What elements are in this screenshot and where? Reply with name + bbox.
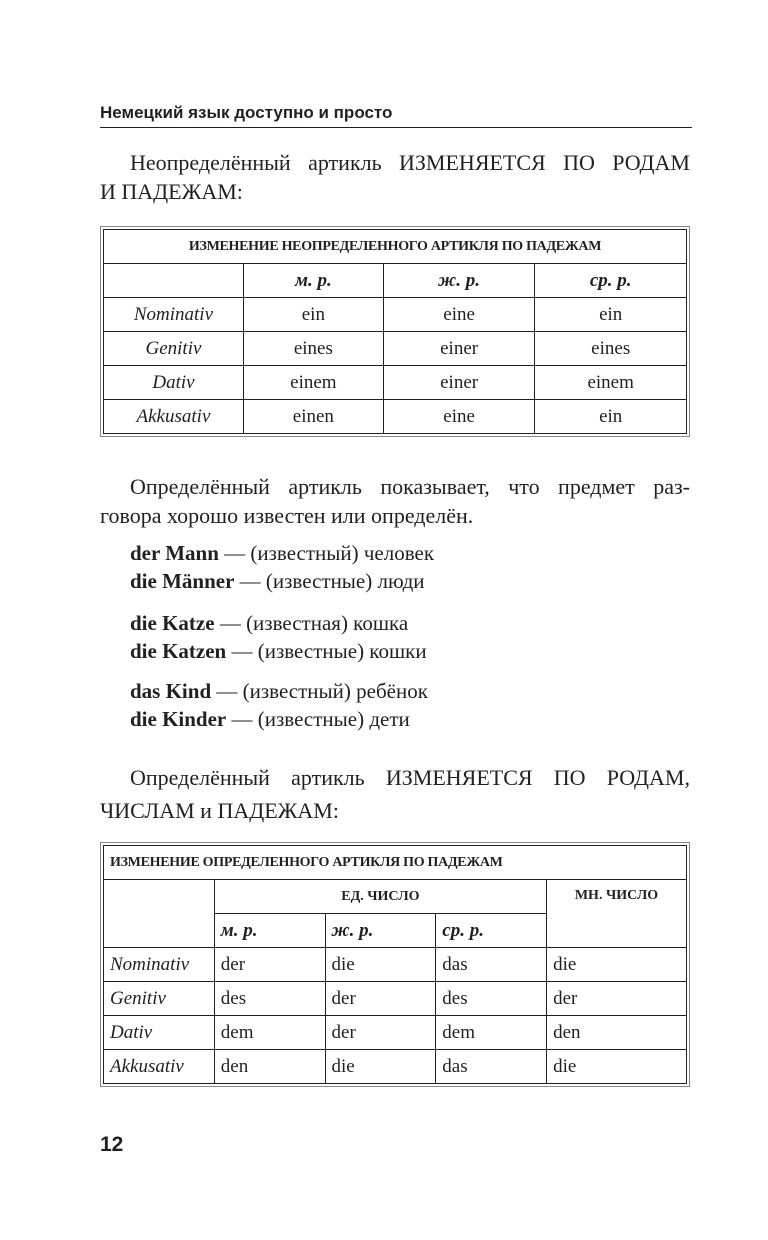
- example-word: die Katze: [130, 611, 215, 635]
- table-cell: die: [325, 1050, 436, 1084]
- column-header: м. р.: [243, 264, 383, 298]
- column-header: ж. р.: [383, 264, 535, 298]
- table-cell: einer: [383, 332, 535, 366]
- table-row: [104, 298, 687, 332]
- table-cell: den: [214, 1050, 325, 1084]
- running-header: Немецкий язык доступно и просто: [100, 103, 692, 128]
- case-label: Dativ: [104, 366, 244, 400]
- example-group: [130, 539, 434, 595]
- table-cell: des: [214, 982, 325, 1016]
- table-header-row: [104, 264, 687, 298]
- table-cell: ein: [243, 298, 383, 332]
- column-header: ср. р.: [436, 914, 547, 948]
- paragraph-line: И ПАДЕЖАМ:: [100, 179, 243, 204]
- definite-article-table: [100, 842, 690, 1087]
- column-header: ср. р.: [535, 264, 687, 298]
- page-number: 12: [100, 1133, 124, 1156]
- example-group: [130, 677, 428, 733]
- table-cell: das: [436, 948, 547, 982]
- example-meaning: — (известные) кошки: [226, 639, 427, 663]
- table-cell: eines: [535, 332, 687, 366]
- paragraph-line: Неопределённый артикль ИЗМЕНЯЕТСЯ ПО РОДАМ: [130, 150, 690, 175]
- case-label: Nominativ: [104, 948, 215, 982]
- example-word: die Kinder: [130, 707, 227, 731]
- case-label: Genitiv: [104, 982, 215, 1016]
- table-cell: einer: [383, 366, 535, 400]
- example-line: [130, 677, 428, 705]
- indefinite-article-table: [100, 226, 690, 437]
- example-meaning: — (известные) люди: [234, 569, 425, 593]
- table-row: [104, 948, 687, 982]
- paragraph-line: Определённый артикль ИЗМЕНЯЕТСЯ ПО РОДАМ,: [130, 765, 690, 790]
- table-cell: eine: [383, 400, 535, 434]
- table-cell: ein: [535, 298, 687, 332]
- case-label: Dativ: [104, 1016, 215, 1050]
- paragraph-indefinite-article: [100, 148, 690, 206]
- table-cell: die: [325, 948, 436, 982]
- table-cell: ein: [535, 400, 687, 434]
- table-row: [104, 332, 687, 366]
- paragraph-definite-article-changes: [100, 761, 690, 827]
- case-label: Akkusativ: [104, 400, 244, 434]
- table-row: [104, 400, 687, 434]
- table-cell: das: [436, 1050, 547, 1084]
- table-cell: dem: [436, 1016, 547, 1050]
- table-cell: dem: [214, 1016, 325, 1050]
- table-cell: einen: [243, 400, 383, 434]
- example-group: [130, 609, 427, 665]
- table-cell: der: [214, 948, 325, 982]
- plural-header: МН. ЧИСЛО: [547, 880, 687, 948]
- column-header: ж. р.: [325, 914, 436, 948]
- table-cell: die: [547, 1050, 687, 1084]
- example-meaning: — (известные) дети: [226, 707, 410, 731]
- table-row: [104, 1016, 687, 1050]
- table-row: [104, 1050, 687, 1084]
- example-line: [130, 539, 434, 567]
- table-cell: der: [325, 982, 436, 1016]
- table-cell: eine: [383, 298, 535, 332]
- example-line: [130, 567, 434, 595]
- table-cell: der: [547, 982, 687, 1016]
- example-line: [130, 637, 427, 665]
- example-meaning: — (известный) человек: [218, 541, 435, 565]
- table-cell: eines: [243, 332, 383, 366]
- singular-header: ЕД. ЧИСЛО: [214, 880, 546, 914]
- example-meaning: — (известная) кошка: [214, 611, 409, 635]
- case-label: Genitiv: [104, 332, 244, 366]
- table-row: [104, 366, 687, 400]
- example-line: [130, 705, 428, 733]
- table-cell: des: [436, 982, 547, 1016]
- example-word: das Kind: [130, 679, 212, 703]
- example-word: die Katzen: [130, 639, 227, 663]
- paragraph-line: ЧИСЛАМ и ПАДЕЖАМ:: [100, 798, 339, 823]
- table-cell: den: [547, 1016, 687, 1050]
- table-caption: ИЗМЕНЕНИЕ ОПРЕДЕЛЕННОГО АРТИКЛЯ ПО ПАДЕЖАМ: [104, 846, 687, 880]
- paragraph-line: Определённый артикль показывает, что предмет раз-: [130, 474, 690, 499]
- table-cell: einem: [243, 366, 383, 400]
- table-cell: der: [325, 1016, 436, 1050]
- paragraph-definite-article-meaning: [100, 472, 690, 530]
- example-meaning: — (известный) ребёнок: [211, 679, 428, 703]
- case-label: Nominativ: [104, 298, 244, 332]
- example-word: die Männer: [130, 569, 235, 593]
- example-line: [130, 609, 427, 637]
- table-cell: einem: [535, 366, 687, 400]
- example-word: der Mann: [130, 541, 219, 565]
- table-row: [104, 982, 687, 1016]
- column-header: м. р.: [214, 914, 325, 948]
- table-cell: die: [547, 948, 687, 982]
- case-label: Akkusativ: [104, 1050, 215, 1084]
- paragraph-line: говора хорошо известен или определён.: [100, 503, 474, 528]
- table-caption: ИЗМЕНЕНИЕ НЕОПРЕДЕЛЕННОГО АРТИКЛЯ ПО ПАДЕЖАМ: [104, 230, 687, 264]
